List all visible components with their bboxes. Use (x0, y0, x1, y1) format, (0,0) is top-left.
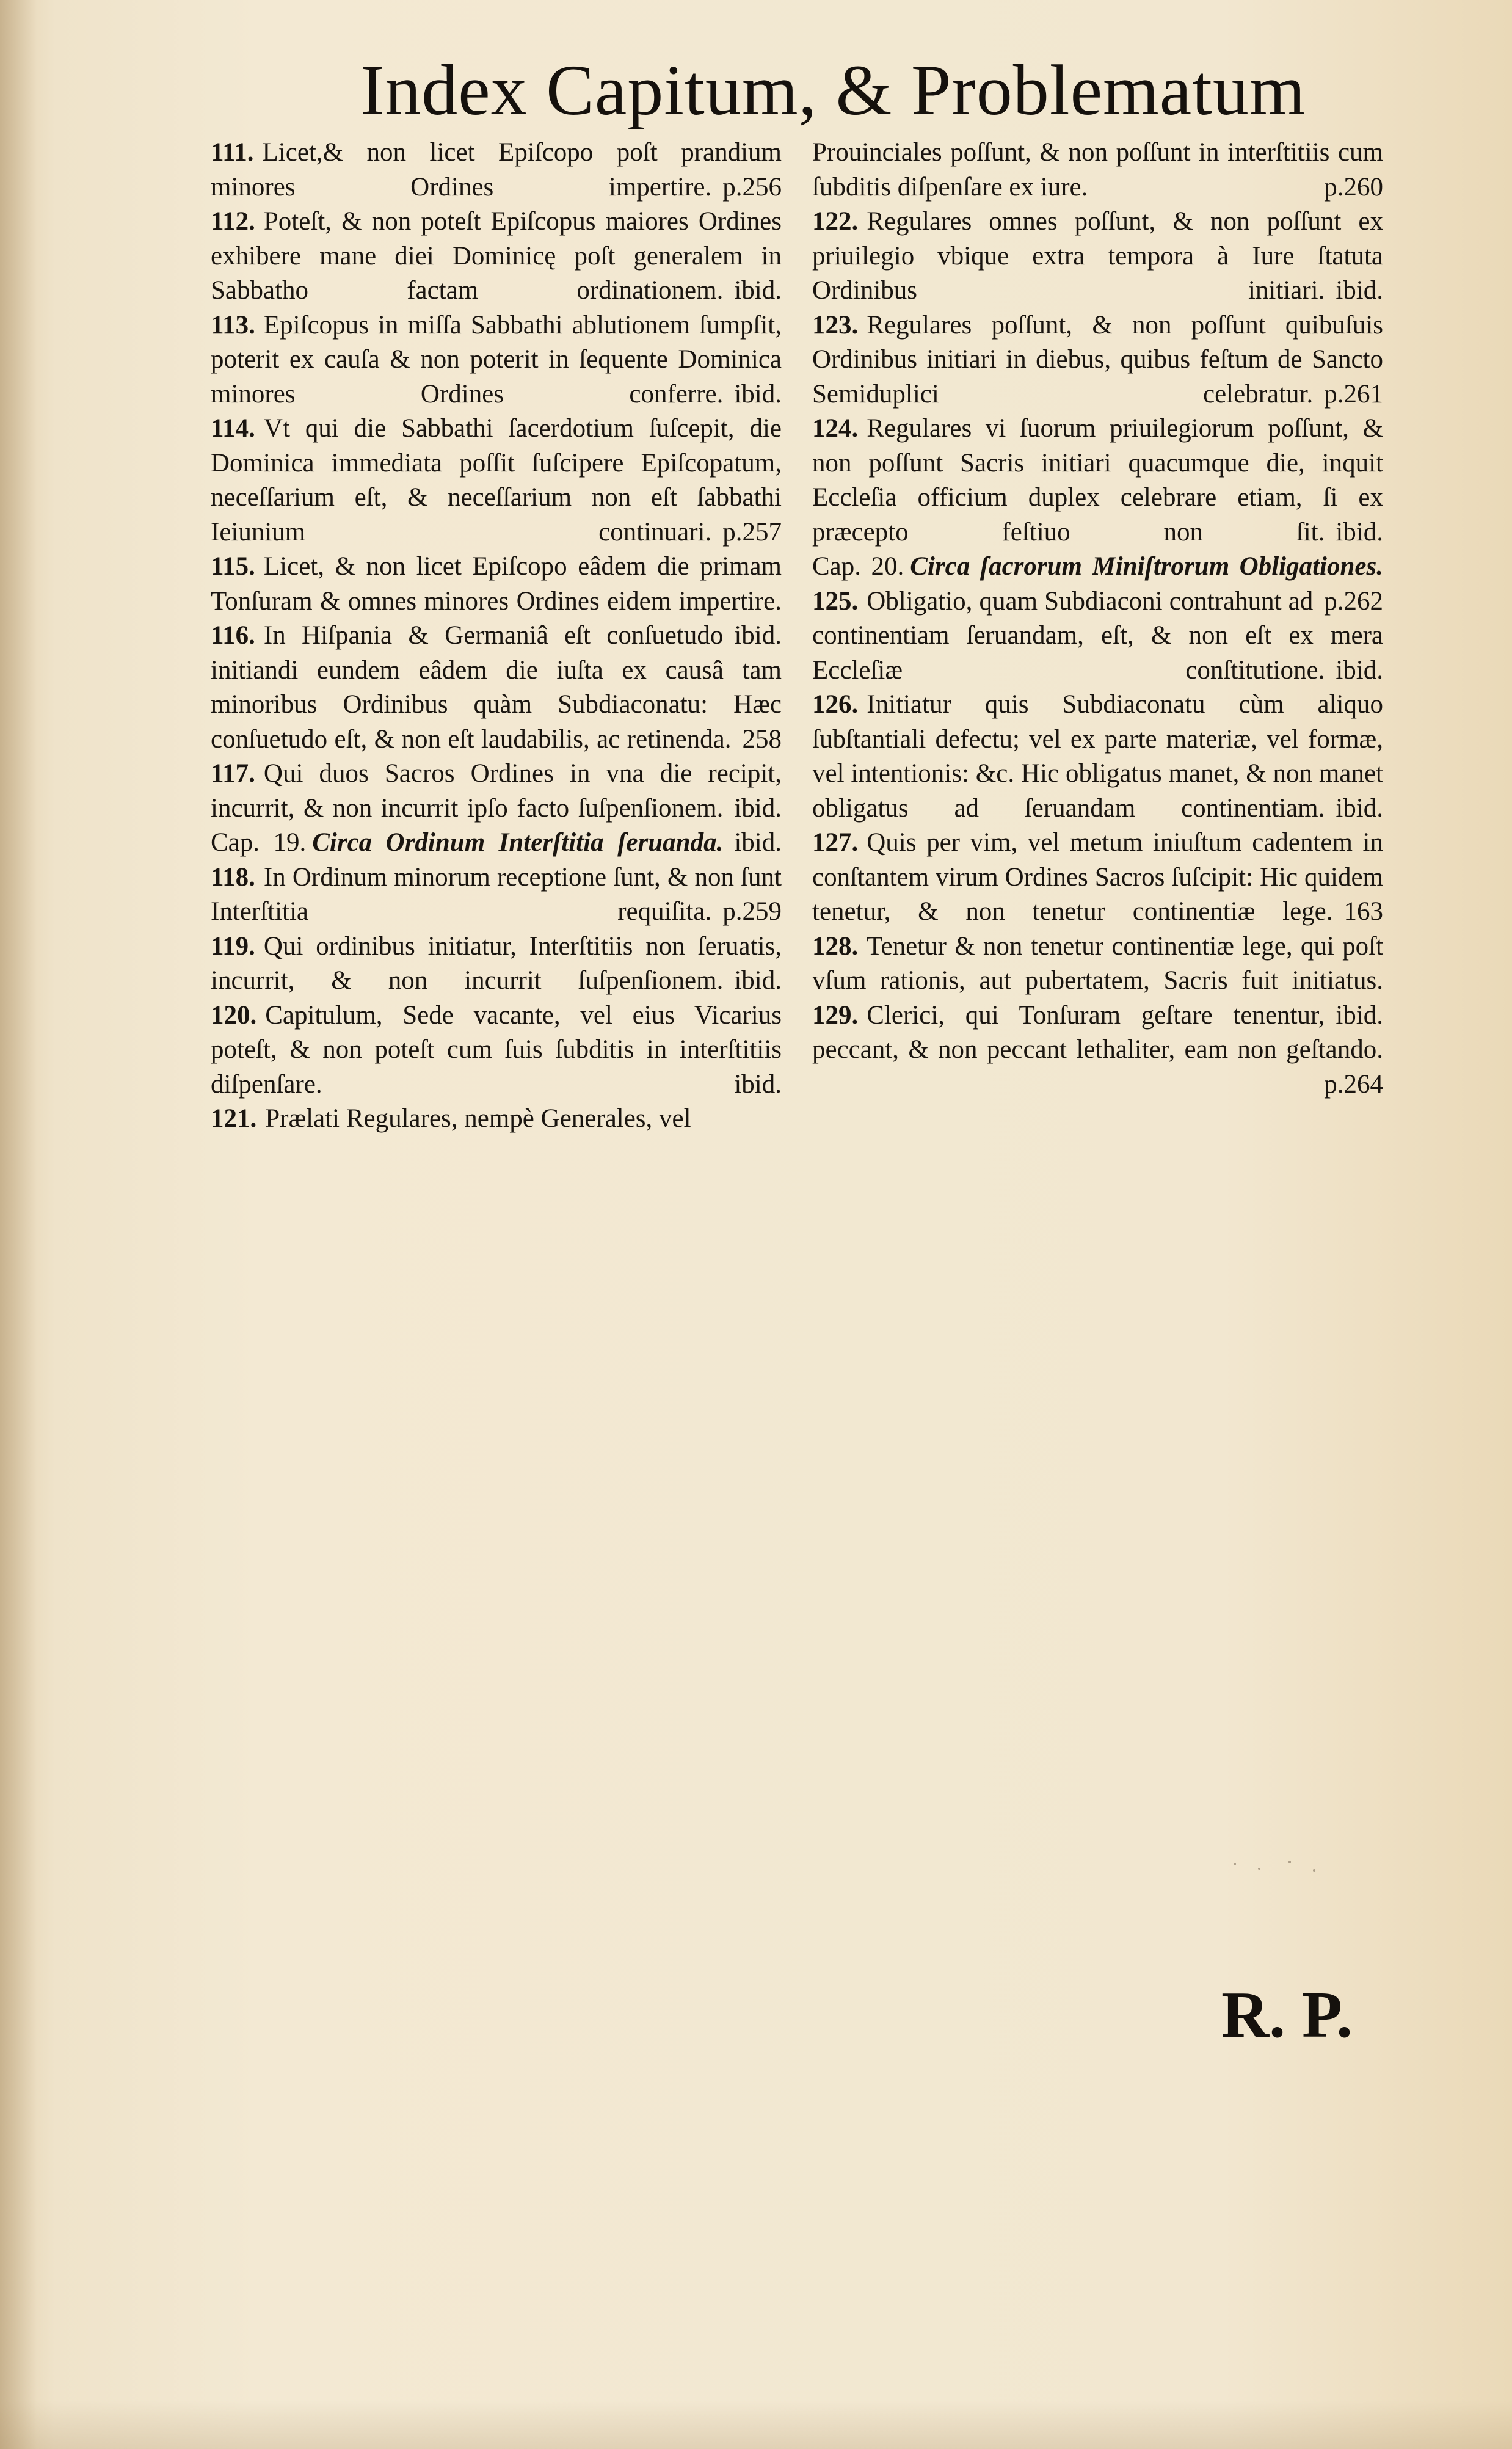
page-reference: p.259 (722, 897, 782, 926)
chapter-number: Cap. 19. (211, 828, 307, 857)
entry-text: Initiatur quis Subdiaconatu cùm aliquo ſubſtantiali defectu; vel ex parte materiæ, vel formæ, vel intentionis: &c. Hic obligatus manet, & non manet obligatus ad ſeruandam continentiam. (812, 690, 1383, 823)
page-reference: ibid. (734, 828, 782, 857)
entry-text: In Ordinum minorum receptione ſunt, & non ſunt Interſtitia requiſita. (211, 862, 782, 926)
page-reference: ibid. (734, 379, 782, 409)
chapter-title: Circa ſacrorum Miniſtrorum Obligationes. (910, 552, 1383, 581)
chapter-title: Circa Ordinum Interſtitia ſeruanda. (312, 828, 724, 857)
page-reference: ibid. (734, 621, 782, 650)
page-bottom-shadow (0, 2400, 1512, 2449)
ink-speck (1258, 1868, 1260, 1870)
index-entry (812, 999, 1383, 1099)
ink-speck (1313, 1869, 1315, 1872)
entry-number: 126. (812, 690, 859, 719)
page-reference: ibid. (734, 793, 782, 823)
page-reference: ibid. (1336, 1000, 1383, 1030)
entry-number: 128. (812, 931, 859, 961)
entry-text: Capitulum, Sede vacante, vel eius Vicarius poteſt, & non poteſt cum ſuis ſubditis in interſtitiis diſpenſare. (211, 1000, 782, 1099)
entry-number: 113. (211, 310, 255, 340)
index-entry (211, 930, 782, 999)
entry-text: Quis per vim, vel metum iniuſtum cadentem in conſtantem virum Ordines Sacros ſuſcipit: Hic quidem tenetur, & non tenetur continentiæ lege. (812, 828, 1383, 926)
page-reference: ibid. (1336, 655, 1383, 685)
page-reference: p.261 (1324, 379, 1383, 409)
chapter-heading (211, 826, 782, 861)
page-reference: 258 (742, 724, 782, 754)
index-entry (812, 205, 1383, 308)
page-reference: ibid. (734, 966, 782, 995)
entry-text: Regulares poſſunt, & non poſſunt quibuſuis Ordinibus initiari in diebus, quibus feſtum de Sancto Semiduplici celebratur. (812, 310, 1383, 409)
entry-number: 125. (812, 586, 859, 616)
entry-number: 122. (812, 207, 859, 236)
index-entry (812, 308, 1383, 412)
index-entry (812, 688, 1383, 826)
page-reference: ibid. (1336, 276, 1383, 305)
index-entry (211, 999, 782, 1102)
index-entry-continuation (812, 136, 1383, 205)
index-entry (211, 412, 782, 550)
index-entry (812, 584, 1383, 688)
chapter-number: Cap. 20. (812, 552, 904, 581)
page-reference: p.260 (1324, 172, 1383, 202)
entry-text: Clerici, qui Tonſuram geſtare tenentur, peccant, & non peccant lethaliter, eam non geſtando. (812, 1000, 1383, 1064)
entry-number: 124. (812, 414, 859, 443)
entry-number: 127. (812, 828, 859, 857)
index-entry (211, 136, 782, 205)
left-column (211, 136, 782, 1137)
entry-number: 120. (211, 1000, 257, 1030)
index-entry (812, 826, 1383, 930)
index-entry (211, 1102, 782, 1137)
entry-text: Poteſt, & non poteſt Epiſcopus maiores Ordines exhibere mane diei Dominicę poſt generalem in Sabbatho factam ordinationem. (211, 207, 782, 305)
page-reference: ibid. (1336, 517, 1383, 547)
index-entry (211, 308, 782, 412)
entry-number: 114. (211, 414, 255, 443)
index-entry (211, 619, 782, 757)
entry-number: 118. (211, 862, 255, 892)
page-left-shadow (0, 0, 37, 2449)
page-reference: ibid. (734, 276, 782, 305)
ink-speck (1234, 1863, 1236, 1865)
page-reference: 163 (1343, 897, 1383, 926)
entry-number: 129. (812, 1000, 859, 1030)
entry-text: Licet, & non licet Epiſcopo eâdem die primam Tonſuram & omnes minores Ordines eidem impertire. (211, 552, 782, 616)
entry-text: Epiſcopus in miſſa Sabbathi ablutionem ſumpſit, poterit ex cauſa & non poterit in ſequente Dominica minores Ordines conferre. (211, 310, 782, 409)
entry-number: 119. (211, 931, 255, 961)
right-column (812, 136, 1383, 1102)
page-reference: p.257 (722, 517, 782, 547)
entry-text: Prouinciales poſſunt, & non poſſunt in interſtitiis cum ſubditis diſpenſare ex iure. (812, 138, 1383, 202)
entry-text: Tenetur & non tenetur continentiæ lege, qui poſt vſum rationis, aut pubertatem, Sacris fuit initiatus. (812, 931, 1383, 995)
signature-mark: R. P. (1221, 1979, 1353, 2051)
page-reference: p.256 (722, 172, 782, 202)
entry-number: 115. (211, 552, 255, 581)
index-entry (211, 861, 782, 930)
index-entry (211, 205, 782, 308)
entry-text: Prælati Regulares, nempè Generales, vel (265, 1104, 691, 1133)
page-title: Index Capitum, & Problematum (360, 50, 1306, 130)
ink-speck (1288, 1861, 1291, 1863)
page-reference: ibid. (1336, 793, 1383, 823)
index-entry (211, 757, 782, 826)
entry-number: 117. (211, 759, 255, 788)
page-reference: p.264 (1324, 1069, 1383, 1099)
entry-text: Obligatio, quam Subdiaconi contrahunt ad continentiam ſeruandam, eſt, & non eſt ex mera Eccleſiæ conſtitutione. (812, 586, 1383, 685)
entry-text: Qui ordinibus initiatur, Interſtitiis non ſeruatis, incurrit, & non incurrit ſuſpenſionem. (211, 931, 782, 995)
entry-number: 111. (211, 138, 254, 167)
entry-text: Vt qui die Sabbathi ſacerdotium ſuſcepit, die Dominica immediata poſſit ſuſcipere Epiſcopatum, neceſſarium eſt, & neceſſarium non eſt ſabbathi Ieiunium continuari. (211, 414, 782, 547)
page-reference: p.262 (1324, 586, 1383, 616)
entry-text: In Hiſpania & Germaniâ eſt conſuetudo initiandi eundem eâdem die iuſta ex causâ tam minoribus Ordinibus quàm Subdiaconatu: Hæc conſuetudo eſt, & non eſt laudabilis, ac retinenda. (211, 621, 782, 754)
entry-number: 123. (812, 310, 859, 340)
entry-text: Regulares vi ſuorum priuilegiorum poſſunt, & non poſſunt Sacris initiari quacumque die, inquit Eccleſia officium duplex celebrare etiam, ſi ex præcepto feſtiuo non ſit. (812, 414, 1383, 547)
entry-number: 121. (211, 1104, 257, 1133)
entry-text: Regulares omnes poſſunt, & non poſſunt ex priuilegio vbique extra tempora à Iure ſtatuta Ordinibus initiari. (812, 207, 1383, 305)
page-reference: ibid. (734, 1069, 782, 1099)
entry-number: 112. (211, 207, 255, 236)
index-entry (812, 412, 1383, 550)
entry-text: Qui duos Sacros Ordines in vna die recipit, incurrit, & non incurrit ipſo facto ſuſpenſionem. (211, 759, 782, 823)
entry-text: Licet,& non licet Epiſcopo poſt prandium minores Ordines impertire. (211, 138, 782, 202)
entry-number: 116. (211, 621, 255, 650)
